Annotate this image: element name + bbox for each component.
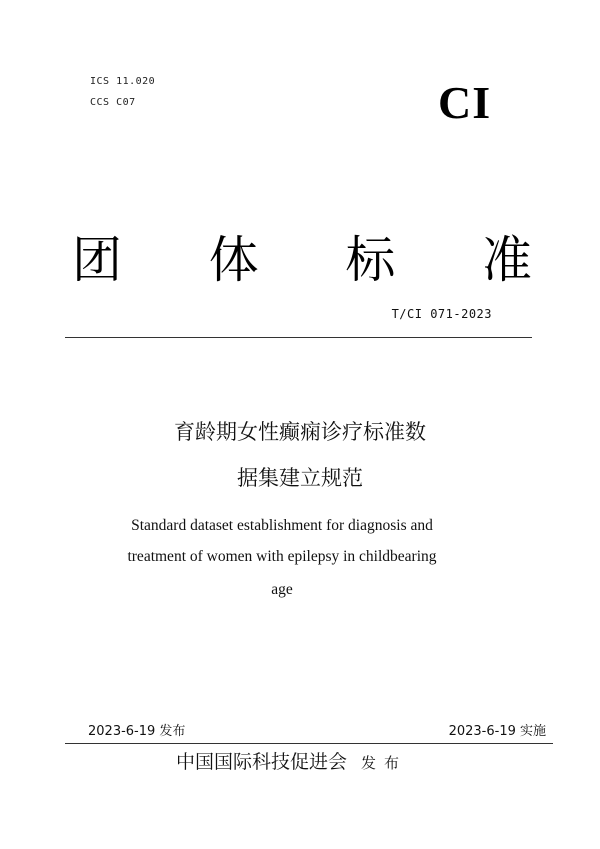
title-en-line-2: treatment of women with epilepsy in childbearing bbox=[127, 548, 437, 565]
ci-logo: CI bbox=[438, 77, 492, 128]
standard-type-char: 准 bbox=[481, 231, 532, 289]
publisher-name: 中国国际科技促进会 bbox=[176, 751, 348, 773]
title-en-line-1: Standard dataset establishment for diagnosis and bbox=[131, 517, 433, 534]
standard-type-heading bbox=[72, 228, 532, 292]
publish-date: 2023-6-19 发布 bbox=[88, 724, 186, 739]
standard-number: T/CI 071-2023 bbox=[391, 307, 492, 321]
ccs-code: CCS C07 bbox=[90, 97, 136, 108]
standard-type-char: 团 bbox=[72, 231, 122, 289]
title-zh-line-2: 据集建立规范 bbox=[237, 466, 363, 490]
title-zh-line-1: 育龄期女性癫痫诊疗标准数 bbox=[174, 420, 426, 444]
ics-code: ICS 11.020 bbox=[90, 76, 156, 87]
publisher-verb: 发布 bbox=[361, 754, 408, 772]
bottom-divider bbox=[65, 743, 553, 744]
standard-type-char: 体 bbox=[208, 231, 259, 289]
publisher-line bbox=[176, 747, 407, 774]
top-divider bbox=[65, 337, 532, 338]
standard-type-char: 标 bbox=[345, 231, 396, 289]
implement-date: 2023-6-19 实施 bbox=[448, 724, 546, 739]
title-en-line-3: age bbox=[271, 581, 293, 598]
